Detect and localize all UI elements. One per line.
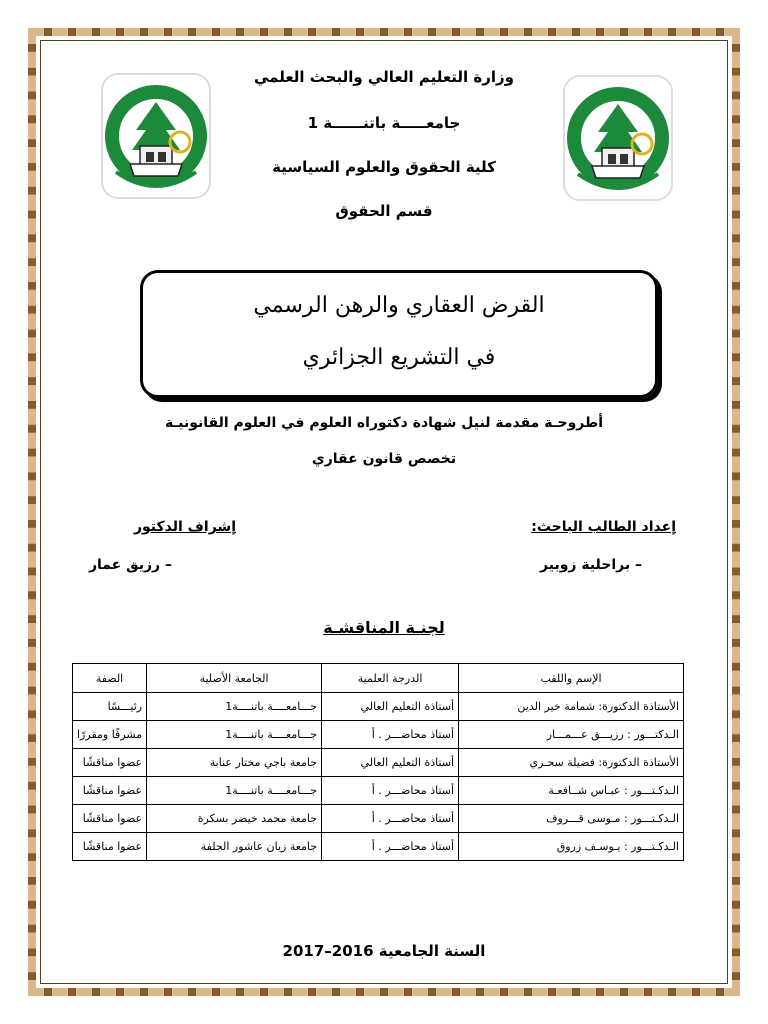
student-label: إعداد الطالب الباحث:: [531, 519, 676, 535]
member-name: الأستاذة الدكتورة: فضيلة سحـري: [459, 749, 684, 777]
member-rank: أستاذ محاضـــر . أ: [322, 833, 459, 861]
member-rank: أستاذ محاضـــر . أ: [322, 777, 459, 805]
ministry-name: وزارة التعليم العالي والبحث العلمي: [253, 68, 515, 86]
member-role: عضوا مناقشًا: [73, 749, 147, 777]
header-university: الجامعة الأصلية: [147, 664, 322, 693]
thesis-title-line1: القرض العقاري والرهن الرسمي: [253, 293, 545, 318]
member-university: جـــامعــــة باتنــــة1: [147, 721, 322, 749]
student-name: – براحلية زوبير: [540, 557, 642, 573]
member-name: الـدكـتـــور : عبـاس شــافعـة: [459, 777, 684, 805]
member-role: مشرفًا ومقررًا: [73, 721, 147, 749]
university-logo-icon: [562, 74, 674, 202]
supervisor-label: إشراف الدكتور: [133, 519, 236, 535]
member-university: جامعة محمد خيضر بسكرة: [147, 805, 322, 833]
member-name: الـدكـتـــور : مـوسى قـــروف: [459, 805, 684, 833]
thesis-title-box: [140, 270, 658, 398]
thesis-specialty: تخصص قانون عقاري: [311, 451, 457, 467]
table-row: [73, 749, 684, 777]
table-row: [73, 833, 684, 861]
member-role: عضوا مناقشًا: [73, 833, 147, 861]
member-university: جـــامعــــة باتنــــة1: [147, 693, 322, 721]
header-rank: الدرجة العلمية: [322, 664, 459, 693]
member-role: عضوا مناقشًا: [73, 805, 147, 833]
member-name: الـدكتـــور : رزيـــق عـــمـــار: [459, 721, 684, 749]
table-row: [73, 805, 684, 833]
table-row: [73, 693, 684, 721]
member-rank: أستاذة التعليم العالي: [322, 693, 459, 721]
table-row: [73, 777, 684, 805]
member-university: جامعة باجي مختار عنابة: [147, 749, 322, 777]
header-name: الإسم واللقب: [459, 664, 684, 693]
department-name: قسم الحقوق: [335, 202, 433, 220]
supervisor-name: – رزيق عمار: [88, 557, 172, 573]
committee-title: لجنـة المناقشـة: [323, 618, 445, 637]
jury-table: [72, 663, 684, 861]
member-rank: أستاذ محاضـــر . أ: [322, 721, 459, 749]
faculty-name: كلية الحقوق والعلوم السياسية: [272, 158, 496, 176]
member-university: جـــامعــــة باتنــــة1: [147, 777, 322, 805]
jury-header-row: [73, 664, 684, 693]
member-role: رئيـــسًا: [73, 693, 147, 721]
university-name: جامعـــــة باتنــــــة 1: [307, 114, 461, 132]
thesis-purpose: أطروحـة مقدمة لنيل شهادة دكتوراه العلوم في العلوم القانونيـة: [164, 415, 603, 431]
university-logo-icon: [100, 72, 212, 200]
member-role: عضوا مناقشًا: [73, 777, 147, 805]
member-university: جامعة زيان عاشور الجلفة: [147, 833, 322, 861]
header-role: الصفة: [73, 664, 147, 693]
member-name: الأستاذة الدكتورة: شمامة خير الدين: [459, 693, 684, 721]
member-rank: أستاذ محاضـــر . أ: [322, 805, 459, 833]
member-name: الـدكـتـــور : يـوسـف زروق: [459, 833, 684, 861]
university-logo-right: [562, 74, 674, 202]
academic-year: السنة الجامعية 2016–2017: [282, 942, 486, 960]
table-row: [73, 721, 684, 749]
member-rank: أستاذة التعليم العالي: [322, 749, 459, 777]
university-logo-left: [100, 72, 212, 200]
thesis-title-line2: في التشريع الجزائري: [302, 345, 496, 370]
